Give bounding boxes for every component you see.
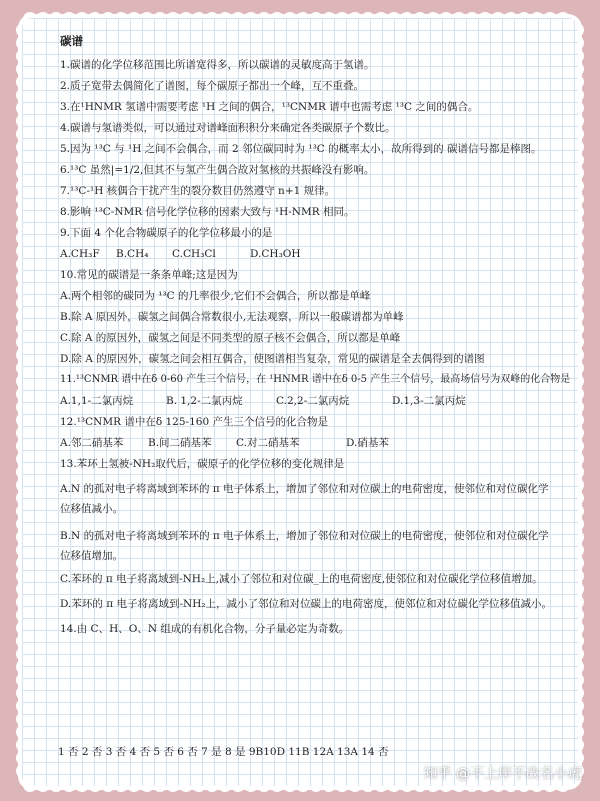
statement-2: 2.质子宽带去偶简化了谱图，每个碳原子都出一个峰，互不重叠。 xyxy=(60,80,365,93)
question-10-stem: 10.常见的碳谱是一条条单峰;这是因为 xyxy=(60,269,238,282)
option: D.除 A 的原因外，碳氢之间会相互偶合，使图谱相当复杂，常见的碳谱是全去偶得到的谱图 xyxy=(60,353,485,366)
document-title: 碳谱 xyxy=(60,34,83,48)
option: C.CH₃Cl xyxy=(172,248,216,261)
question-11-options xyxy=(60,395,554,416)
watermark: 知乎 @不上岸不改名小虎 xyxy=(423,766,582,782)
option: B.N 的孤对电子将离域到苯环的 π 电子体系上，增加了邻位和对位碳上的电荷密度，使邻位和对位碳化学位移值增加。 xyxy=(60,530,549,563)
statement-1: 1.碳谱的化学位移范围比所谱宽得多，所以碳谱的灵敏度高于氢谱。 xyxy=(60,59,375,72)
statement-7: 7.¹³C-¹H 核偶合干扰产生的裂分数目仍然遵守 n+1 规律。 xyxy=(60,185,336,198)
option: D.CH₃OH xyxy=(250,248,301,261)
question-11-stem: 11.¹³CNMR 谱中在δ 0-60 产生三个信号，在 ¹HNMR 谱中在δ 0-5 产生三个信号，最高场信号为双峰的化合物是 xyxy=(60,374,571,386)
statement-3: 3.在¹HNMR 氢谱中需要考虑 ¹H 之间的偶合，¹³CNMR 谱中也需考虑 ¹³C 之间的偶合。 xyxy=(60,101,479,114)
option: A.CH₃F xyxy=(60,248,100,261)
option: B.除 A 原因外，碳氢之间偶合常数很小,无法观察，所以一般碳谱都为单峰 xyxy=(60,311,404,324)
option: B.CH₄ xyxy=(116,248,149,261)
document-body xyxy=(38,30,571,644)
option: C.苯环的 π 电子将离域到-NH₂上,减小了邻位和对位碳_上的电荷密度,使邻位和对位碳化学位移值增加。 xyxy=(60,573,543,586)
option: A.两个相邻的碳同为 ¹³C 的几率很少,它们不会偶合，所以都是单峰 xyxy=(60,290,371,303)
statement-4: 4.碳谱与氢谱类似，可以通过对谱峰面积积分来确定各类碳原子个数比。 xyxy=(60,122,396,135)
option: D.硝基苯 xyxy=(346,437,389,450)
question-12-options xyxy=(60,437,554,458)
option: B.间二硝基苯 xyxy=(148,437,212,450)
option: A.邻二硝基苯 xyxy=(60,437,124,450)
question-9-stem: 9.下面 4 个化合物碳原子的化学位移最小的是 xyxy=(60,227,273,240)
answer-key: 1 否 2 否 3 否 4 否 5 否 6 否 7 是 8 是 9B10D 11B 12A 13A 14 否 xyxy=(58,746,389,758)
option: D.1,3-二氯丙烷 xyxy=(392,395,466,408)
option: C.2,2-二氯丙烷 xyxy=(276,395,350,408)
option: B. 1,2-二氯丙烷 xyxy=(166,395,243,408)
option: C.对二硝基苯 xyxy=(236,437,300,450)
statement-14: 14.由 C、H、O、N 组成的有机化合物，分子量必定为奇数。 xyxy=(60,623,350,636)
option: A.N 的孤对电子将离域到苯环的 π 电子体系上，增加了邻位和对位碳上的电荷密度，使邻位和对位碳化学位移值减小。 xyxy=(60,483,549,516)
option: C.除 A 的原因外，碳氢之间是不同类型的原子核不会偶合，所以都是单峰 xyxy=(60,332,401,345)
statement-8: 8.影响 ¹³C-NMR 信号化学位移的因素大致与 ¹H-NMR 相同。 xyxy=(60,206,355,219)
statement-6: 6.¹³C 虽然|=1/2,但其不与氢产生偶合故对氢核的共振峰没有影响。 xyxy=(60,164,375,177)
option: D.苯环的 π 电子将离域到-NH₂上，减小了邻位和对位碳上的电荷密度，使邻位和对位碳化学位移值减小。 xyxy=(60,598,553,611)
question-9-options xyxy=(60,248,554,269)
statement-5: 5.因为 ¹³C 与 ¹H 之间不会偶合，而 2 邻位碳同时为 ¹³C 的概率太小，故所得到的 碳谱信号都是棒图。 xyxy=(60,143,542,156)
option: A.1,1-二氯丙烷 xyxy=(60,395,134,408)
question-12-stem: 12.¹³CNMR 谱中在δ 125-160 产生三个信号的化合物是 xyxy=(60,416,328,429)
question-13-stem: 13.苯环上氢被-NH₂取代后，碳原子的化学位移的变化规律是 xyxy=(60,458,345,471)
